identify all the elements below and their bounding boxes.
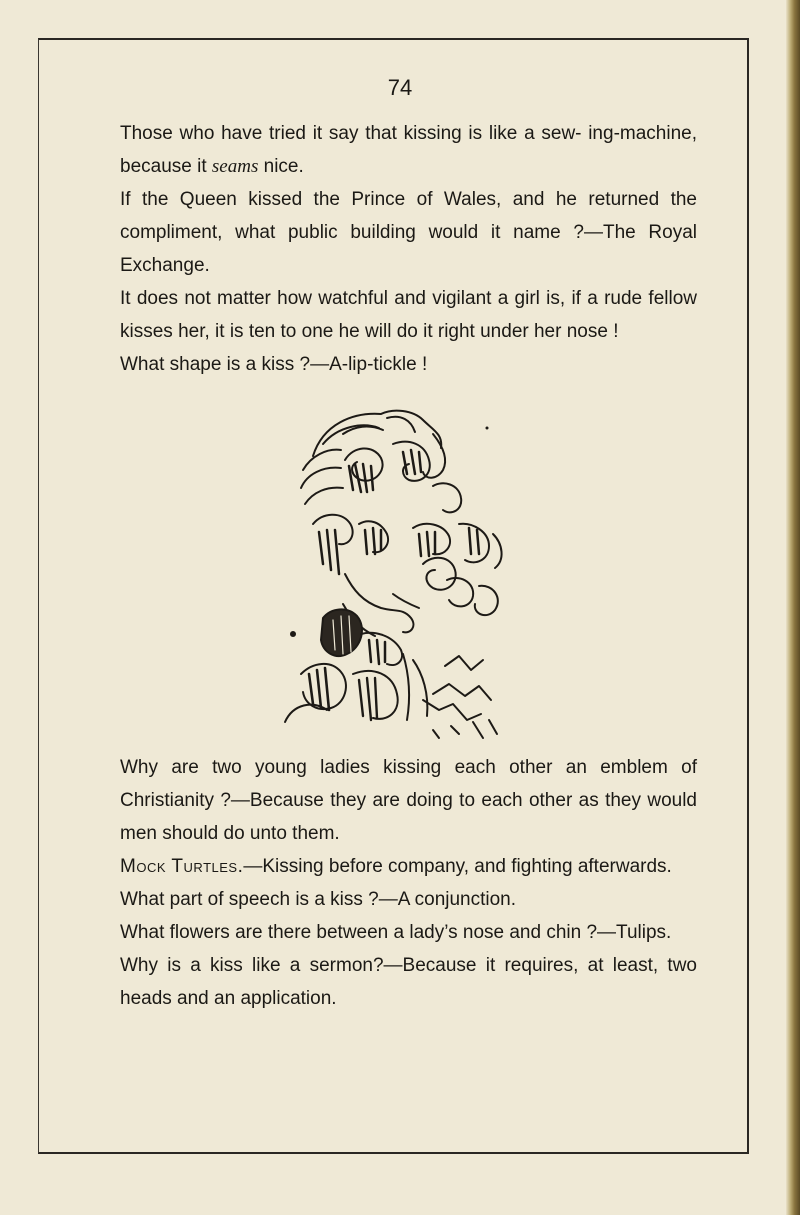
paragraph-under-her-nose: It does not matter how watchful and vigilant a girl is, if a rude fellow kisses her, it is ten to one he will do it right under her nose ! <box>120 288 697 342</box>
paragraph-tulips: What flowers are there between a lady’s nose and chin ?—Tulips. <box>120 922 672 943</box>
kissing-couple-engraving-icon <box>283 404 519 740</box>
paragraph-royal-exchange: If the Queen kissed the Prince of Wales, and he returned the compliment, what public building would it name ?—The Royal Exchange. <box>120 189 697 276</box>
paragraph-christianity: Why are two young ladies kissing each other an emblem of Christianity ?—Because they are doing to each other as they would men should do unto them. <box>120 757 697 844</box>
paragraph-sermon: Why is a kiss like a sermon?—Because it requires, at least, two heads and an application. <box>120 955 697 1009</box>
page-number: 74 <box>387 75 413 100</box>
pun-emphasis: seams <box>211 156 259 177</box>
paragraph-mock-turtles: Mock Turtles.—Kissing before company, and fighting afterwards. <box>120 856 672 877</box>
page-edge-shadow <box>786 0 800 1215</box>
text-block-top <box>120 117 697 381</box>
paragraph-conjunction: What part of speech is a kiss ?—A conjunction. <box>120 889 517 910</box>
text-block-bottom <box>120 751 697 1015</box>
mock-turtles-heading: Mock Turtles. <box>120 856 244 877</box>
paragraph-lip-tickle: What shape is a kiss ?—A-lip-tickle ! <box>120 354 428 375</box>
paragraph-sewing-machine: Those who have tried it say that kissing is like a sew- ing-machine, because it seams nice. <box>120 123 697 177</box>
